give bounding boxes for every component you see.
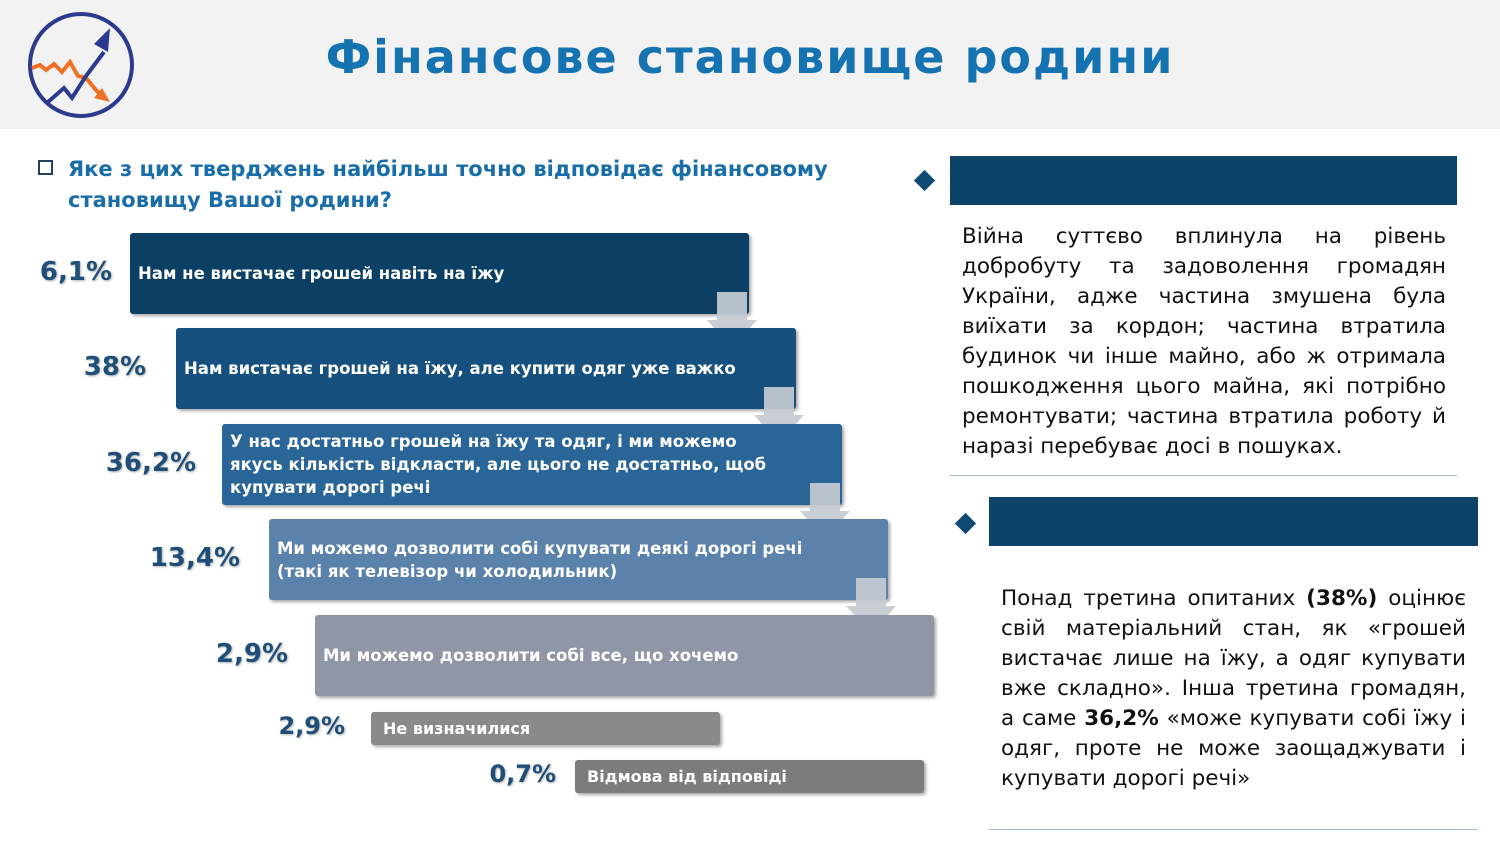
diamond-bullet-icon	[955, 513, 976, 534]
value-label: 6,1%	[39, 256, 112, 287]
divider	[950, 475, 1457, 476]
value-label: 38%	[83, 351, 146, 382]
bar-0	[130, 233, 749, 314]
panel2-text: Понад третина опитаних (38%) оцінює свій матеріальний стан, як «грошей вистачає лише на їжу, а одяг купувати вже складно». Інша третина громадян, а саме 36,2% «може купувати собі їжу і одяг, проте не може заощаджувати і купувати дорогі речі»	[1001, 586, 1466, 791]
panel2-header-bar	[989, 497, 1478, 546]
bar-4	[315, 615, 934, 696]
bar-label: Ми можемо дозволити собі купувати деякі дорогі речі (такі як телевізор чи холодильник)	[277, 538, 803, 581]
divider	[989, 829, 1478, 830]
bar-6	[575, 760, 924, 793]
diamond-bullet-icon	[914, 170, 935, 191]
panel1-header-bar	[950, 156, 1457, 205]
bar-5	[371, 712, 720, 745]
survey-question: Яке з цих тверджень найбільш точно відповідає фінансовому становищу Вашої родини?	[38, 154, 858, 216]
bar-label: У нас достатньо грошей на їжу та одяг, і ми можемо якусь кількість відкласти, але цього не достатньо, щоб купувати дорогі речі	[230, 432, 767, 497]
bar-label: Нам вистачає грошей на їжу, але купити одяг уже важко	[184, 359, 736, 378]
value-label: 2,9%	[215, 638, 288, 669]
panel1-text: Війна суттєво вплинула на рівень добробуту та задоволення громадян України, адже частина змушена була виїхати за кордон; частина втратила будинок чи інше майно, або ж отримала пошкодження цього майна, які потрібно ремонтувати; частина втратила роботу й наразі перебуває досі в пошуках.	[962, 224, 1446, 459]
bar-label: Відмова від відповіді	[587, 767, 787, 786]
bar-label: Не визначилися	[383, 719, 531, 738]
bar-1	[176, 328, 796, 409]
value-label: 2,9%	[278, 711, 345, 740]
header	[0, 0, 1500, 129]
checkbox-bullet-icon	[38, 160, 53, 175]
page-title: Фінансове становище родини	[325, 30, 1175, 84]
value-label: 36,2%	[105, 447, 196, 478]
value-label: 0,7%	[489, 759, 556, 788]
bar-label: Ми можемо дозволити собі все, що хочемо	[323, 646, 739, 665]
value-label: 13,4%	[149, 542, 240, 573]
bar-label: Нам не вистачає грошей навіть на їжу	[138, 264, 505, 283]
bar-2	[222, 424, 842, 505]
bar-3	[269, 519, 888, 600]
